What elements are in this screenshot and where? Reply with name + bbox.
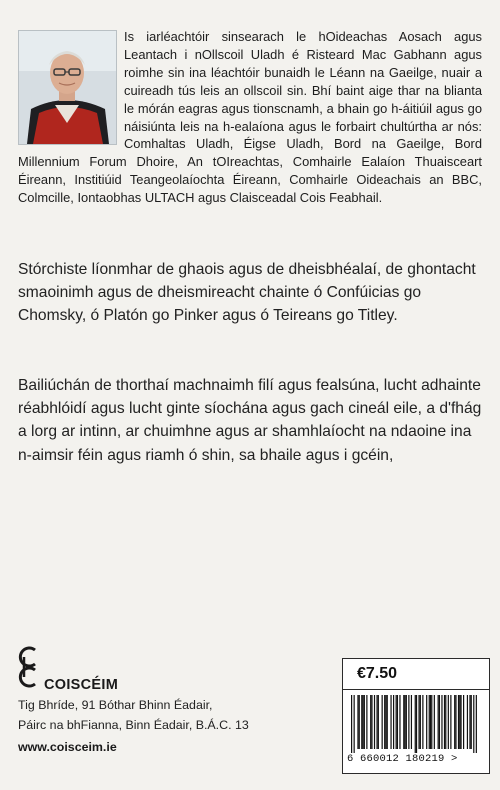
author-bio: [18, 28, 482, 207]
barcode-bar: [406, 695, 407, 749]
barcode-bar: [441, 695, 442, 749]
barcode-bar: [364, 695, 365, 749]
barcode-bar: [376, 695, 377, 749]
barcode-bar: [473, 695, 474, 753]
barcode-bar: [357, 695, 358, 749]
publisher-address-line2: Páirc na bhFianna, Binn Éadair, B.Á.C. 13: [18, 718, 249, 732]
barcode-bar: [455, 695, 456, 749]
barcode-bar: [458, 695, 459, 749]
barcode-bar: [351, 695, 352, 753]
barcode-bar: [434, 695, 435, 749]
barcode-bar: [399, 695, 400, 749]
barcode-bar: [467, 695, 468, 749]
barcode-bar: [393, 695, 394, 749]
barcode-bar: [416, 695, 417, 753]
blurb-paragraph-2: Bailiúchán de thorthaí machnaimh filí agus fealsúna, lucht adhainte réabhlóidí agus lucht ginte síochána agus gach cineál eile, a d'fhág a lorg ar intinn, ar chuimhne agus ar shamhlaíocht na ndaoine ina n-aimsir féin agus riamh ó shin, sa bhaile agus i gcéin,: [18, 377, 482, 464]
barcode-bar: [439, 695, 440, 749]
barcode-bar: [371, 695, 372, 749]
barcode-bar: [397, 695, 398, 749]
barcode-bar: [370, 695, 371, 749]
barcode-bar: [430, 695, 431, 749]
barcode-bar: [454, 695, 455, 749]
barcode-bar: [422, 695, 423, 749]
barcode-bar: [374, 695, 375, 749]
barcode-bar: [385, 695, 386, 749]
barcode-image: [351, 695, 477, 753]
barcode-bar: [404, 695, 405, 749]
barcode-bar: [420, 695, 421, 749]
barcode-bar: [429, 695, 430, 749]
barcode-bar: [361, 695, 362, 749]
barcode-bar: [426, 695, 427, 749]
barcode-bar: [431, 695, 432, 749]
barcode-bar: [418, 695, 419, 749]
barcode-bar: [460, 695, 461, 749]
barcode-bar: [354, 695, 355, 753]
barcode-bar: [471, 695, 472, 749]
barcode-bar: [448, 695, 449, 749]
barcode-bar: [459, 695, 460, 749]
barcode-bar: [366, 695, 367, 749]
blurb-paragraph-1: Stórchiste líonmhar de ghaois agus de dheisbhéalaí, de ghontacht smaoinimh agus de dheismireacht chainte ó Confúicias go Chomsky, ó Platón go Pinker agus ó Teireans go Titley.: [18, 261, 476, 325]
barcode-bar: [476, 695, 477, 753]
barcode-bar: [359, 695, 360, 749]
barcode-bar: [362, 695, 363, 749]
price-barcode-box: [342, 658, 490, 774]
barcode-bar: [438, 695, 439, 749]
barcode-bar: [378, 695, 379, 749]
barcode-bar: [469, 695, 470, 749]
barcode-bar: [408, 695, 409, 749]
barcode-bar: [450, 695, 451, 749]
barcode-bar: [415, 695, 416, 753]
barcode-bar: [390, 695, 391, 749]
barcode-digits: 6 660012 180219 >: [347, 753, 458, 765]
coisceim-logo-icon: [18, 646, 40, 690]
barcode-bar: [387, 695, 388, 749]
author-bio-text: Is iarléachtóir sinsearach le hOideachas Aosach agus Leantach i nOllscoil Uladh é Risteard Mac Gabhann agus roimhe sin ina léachtóir bunaidh le Léann na Gaeilge, nuair a cuireadh tús leis an ollscoil sin. Bhí baint aige thar na blianta le mórán eagras agus tionscnamh, a bhain go h-áitiúil agus go náisiúnta leis na h-ealaíona agus le forbairt chultúrtha ar nós: Comhaltas Uladh, Éigse Uladh, Bord na Gaeilge, Bord Millennium Forum Dhoire, An tOIreachtas, Comhairle Ealaíon Thuaisceart Éireann, Institiúid Teangeolaíochta Éireann, Comhairle Oideachais an BBC, Colmcille, Iontaobhas ULTACH agus Claisceadal Cois Feabhail.: [18, 29, 482, 206]
barcode-bar: [396, 695, 397, 749]
price-label: €7.50: [357, 665, 398, 682]
barcode-bar: [444, 695, 445, 749]
price-divider: [343, 689, 489, 690]
photo-spacer: [18, 28, 124, 152]
publisher-address-line1: Tig Bhríde, 91 Bóthar Bhinn Éadair,: [18, 698, 213, 712]
barcode-bar: [463, 695, 464, 749]
publisher-name: COISCÉIM: [44, 677, 119, 693]
barcode-bar: [384, 695, 385, 749]
barcode-bar: [445, 695, 446, 749]
publisher-website: www.coisceim.ie: [18, 740, 117, 754]
barcode-bar: [382, 695, 383, 749]
barcode-bar: [411, 695, 412, 749]
barcode-bar: [403, 695, 404, 749]
